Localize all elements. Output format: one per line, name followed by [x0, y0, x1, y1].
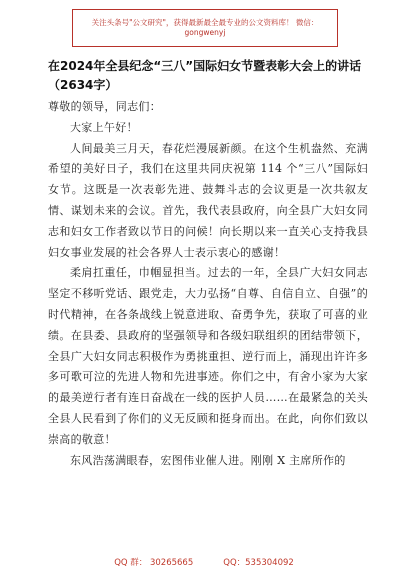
- body-paragraph: 人间最美三月天，春花烂漫展新颜。在这个生机盎然、充满希望的美好日子，我们在这里共同庆祝第 114 个“三八”国际妇女节。这既是一次表彰先进、鼓舞斗志的会议更是一次共叙友情、谋划未来的会议。首先，我代表县政府，向全县广大妇女同志和妇女工作者致以节日的问候！向长期以来一直关心支持我县妇女事业发展的社会各界人士表示衷心的感谢！: [48, 141, 368, 259]
- document-title: 在2024年全县纪念“三八”国际妇女节暨表彰大会上的讲话（2634字）: [48, 59, 362, 92]
- header-banner: [72, 9, 338, 47]
- greeting: 大家上午好！: [70, 120, 138, 134]
- document-body: [48, 97, 368, 471]
- footer-qq-contact: QQ：535304092: [223, 558, 294, 568]
- header-banner-text: 关注头条号"公文研究"，获得最新最全最专业的公文资料库！ 微信：gongwenyj: [91, 18, 319, 37]
- footer: [0, 556, 408, 568]
- body-paragraph: 柔肩扛重任，巾帼显担当。过去的一年，全县广大妇女同志坚定不移听党话、跟党走，大力弘扬“自尊、自信自立、自强”的时代精神，在各条战线上锐意进取、奋勇争先，获取了可喜的业绩。在县委、县政府的坚强领导和各级妇联组织的团结带领下，全县广大妇女同志积极作为勇挑重担、逆行而上，涌现出许许多多可歌可泣的先进人物和先进事迹。你们之中，有舍小家为大家的最美逆行者有连日奋战在一线的医护人员……在最紧急的关头全县人民看到了你们的义无反顾和挺身而出。在此，向你们致以崇高的敬意！: [48, 266, 368, 446]
- body-paragraph: 东风浩荡满眼春，宏图伟业催人进。刚刚 X 主席所作的: [70, 453, 346, 467]
- footer-qq-group: QQ 群： 30265665: [114, 558, 194, 568]
- salutation: 尊敬的领导，同志们：: [48, 100, 161, 113]
